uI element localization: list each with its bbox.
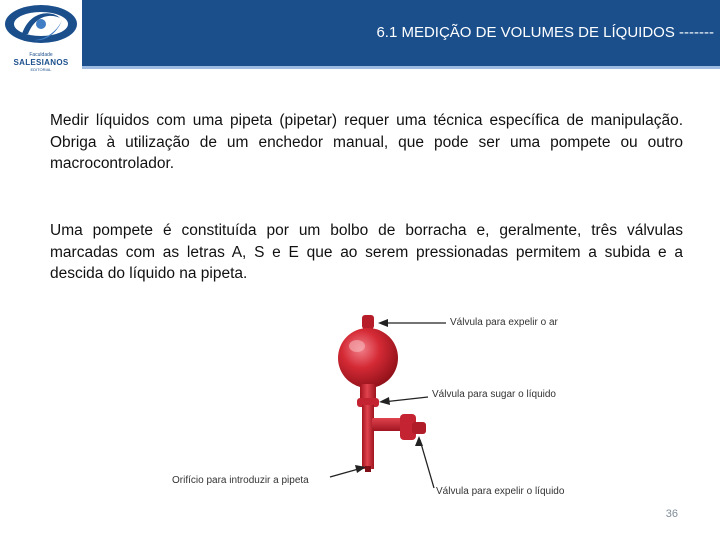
logo-text-editorial: EDITORIAL xyxy=(30,67,52,72)
arrow-valve-e xyxy=(415,436,434,488)
pompete-bulb xyxy=(338,315,398,388)
pompete-stem xyxy=(362,405,374,472)
pompete-valve-e xyxy=(372,414,426,440)
page-number: 36 xyxy=(665,508,678,520)
arrow-valve-a xyxy=(378,319,446,327)
logo-text-salesianos: SALESIANOS xyxy=(13,58,69,67)
paragraph-pompete: Uma pompete é constituída por um bolbo de borracha e, geralmente, três válvulas marcadas com as letras A, S e E que ao serem pressionadas permitem a subida e a descida do líquido na pipeta. xyxy=(50,222,683,282)
arrow-valve-s xyxy=(379,397,428,405)
label-orifice: Orifício para introduzir a pipeta xyxy=(172,475,309,486)
label-valve-s: Válvula para sugar o líquido xyxy=(432,389,556,400)
paragraph-pipetting: Medir líquidos com uma pipeta (pipetar) requer uma técnica específica de manipulação. Obriga à utilização de um enchedor manual, que pode ser uma pompete ou outro macrocontrolador. xyxy=(50,112,683,172)
pompete-valve-s xyxy=(357,384,379,407)
arrow-orifice xyxy=(330,465,366,477)
page-title: 6.1 MEDIÇÃO DE VOLUMES DE LÍQUIDOS ------- xyxy=(376,24,714,41)
label-valve-e: Válvula para expelir o líquido xyxy=(436,486,565,497)
logo-text-faculdade: Faculdade xyxy=(29,52,53,58)
label-valve-a: Válvula para expelir o ar xyxy=(450,317,558,328)
